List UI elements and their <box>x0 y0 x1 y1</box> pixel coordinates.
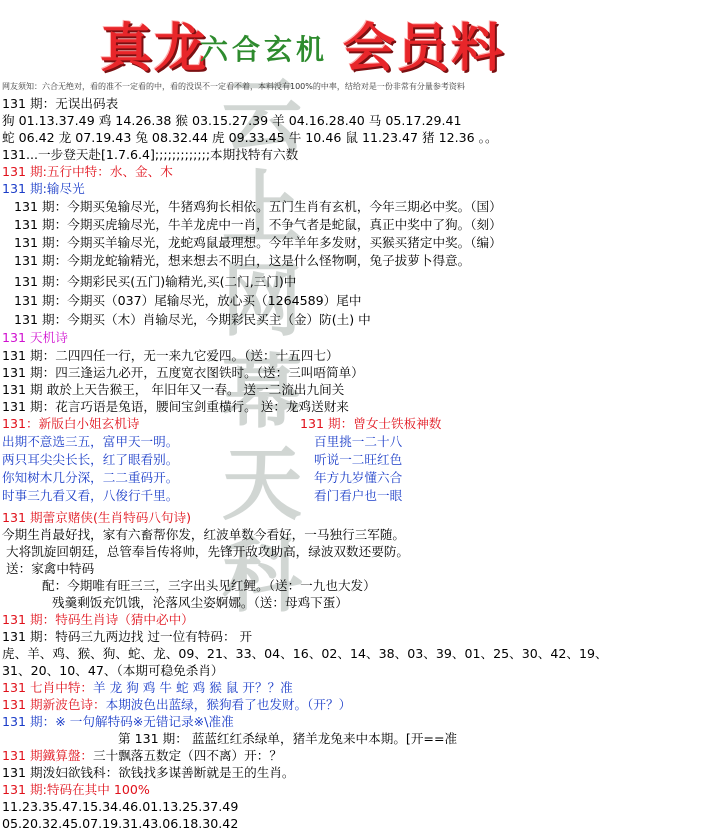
s5-left-line: 出期不意选三五，富甲天一明。 <box>2 434 179 449</box>
s5-right-line: 听说一二旺红色 <box>314 452 403 467</box>
s3-line: 131 期：今期龙蛇输精光，想来想去不明白，这是什么怪物啊，兔子拔萝卜得意。 <box>14 253 471 268</box>
seven-zodiac-line <box>2 679 293 696</box>
s9-line3: 131 期泼妇欲钱科：欲钱找多谋善断就是王的生肖。 <box>2 765 295 780</box>
s3-line: 131 期：今期买（木）肖输尽光，今期彩民买主（金）防(土) 中 <box>14 312 371 327</box>
s5-right-line: 看门看户也一眼 <box>314 488 403 503</box>
title-part-2: 六合玄机 <box>200 33 329 66</box>
wave-color-line <box>2 696 351 713</box>
s3-line: 131 期：今期买兔输尽光，牛猪鸡狗长相依。五门生肖有玄机，今年三期必中奖。（国） <box>14 199 502 214</box>
s6-line: 大将凯旋回朝廷，总管奉旨传将帅，先锋开敌攻助高，绿波双数还要防。 <box>6 544 409 559</box>
s6-line: 今期生肖最好找，家有六畜帮你发，红波单数今看好，一马独行三军随。 <box>2 527 405 542</box>
s5-left-title: 131：新版白小姐玄机诗 <box>2 416 140 431</box>
watermark: 云 上 网 幕 天 科 <box>222 69 302 623</box>
seven-zodiac-text: 羊 龙 狗 鸡 牛 蛇 鸡 猴 鼠 开？？准 <box>93 680 293 695</box>
abacus-label: 131 期鐵算盤： <box>2 748 94 763</box>
s3-line: 131 期：今期买（037）尾输尽光，放心买（1264589）尾中 <box>14 293 362 308</box>
s4-line: 131 期 敢於上天告猴王， 年旧年又一春。 送一二流出九间关 <box>2 382 345 397</box>
s1-row3: 131...一步登天赴[1.7.6.4];;;;;;;;;;;;;本期找特有六数 <box>2 147 299 162</box>
s5-right-line: 百里挑一二十八 <box>314 434 403 449</box>
s5-left-line: 时事三九看又看，八俊行千里。 <box>2 488 179 503</box>
disclaimer: 网友须知：六合无绝对，看的准不一定看的中，看的没误不一定看不着，本料没有100%的中率，结给对是一份非常有分量参考资料 <box>2 82 465 91</box>
s3-line: 131 期：今期买虎输尽光，牛羊龙虎中一肖，不争气者是蛇鼠，真正中奖中了狗。（刻） <box>14 217 502 232</box>
s5-right-line: 年方九岁懂六合 <box>314 470 403 485</box>
s4-line: 131 期：花言巧语是兔语，腰间宝剑重横行。 送：龙鸡送财来 <box>2 399 349 414</box>
s4-line: 131 期：二四四任一行，无一来九它爱四。（送：十五四七） <box>2 348 339 363</box>
s1-row2: 蛇 06.42 龙 07.19.43 兔 08.32.44 虎 09.33.45 牛 10.46 鼠 11.23.47 猪 12.36 。。 <box>2 130 498 145</box>
s1-title: 131 期：无误出码表 <box>2 96 119 111</box>
s9-line1: 第 131 期： 蓝蓝红红杀绿单，猪羊龙兔来中本期。[开==准 <box>118 731 458 746</box>
s5-left-line: 你知树木几分深，二二重码开。 <box>2 470 179 485</box>
title-part-3: 会员料 <box>343 18 506 79</box>
s6-title: 131 期蕾京赌侠(生肖特码八句诗) <box>2 510 191 525</box>
s3-line: 131 期：今期买羊输尽光，龙蛇鸡鼠最理想。今年羊年多发财，买猴买猪定中奖。（编） <box>14 235 502 250</box>
s3-title: 131 期:输尽光 <box>2 181 85 196</box>
five-elements-line <box>2 163 173 180</box>
s10-title: 131 期:特码在其中 100% <box>2 782 150 797</box>
s7-line2: 虎、羊、鸡、猴、狗、蛇、龙、09、21、33、04、16、02、14、38、03、39、01、25、30、42、19、 <box>2 646 608 661</box>
s5-left-line: 两只耳尖尖长长，红了眼看别。 <box>2 452 179 467</box>
s4-title: 131 天机诗 <box>2 330 68 345</box>
s6-pair1: 配：今期唯有旺三三，三字出头见红鲤。（送：一九也大发） <box>42 578 376 593</box>
abacus-text: 三十飘落五数定（四不离）开：？ <box>93 748 282 763</box>
s10-line2: 05.20.32.45.07.19.31.43.06.18.30.42 <box>2 816 239 831</box>
seven-zodiac-label: 131 七肖中特： <box>2 680 94 695</box>
s10-line1: 11.23.35.47.15.34.46.01.13.25.37.49 <box>2 799 239 814</box>
s9-title: 131 期：※ 一句解特码※无错记录※\准准 <box>2 714 234 729</box>
five-elements-label: 131 期: <box>2 164 47 179</box>
s4-line: 131 期：四三逢运九必开，五度宽衣图铁时。（送：三叫唔简单） <box>2 365 364 380</box>
abacus-line <box>2 747 282 764</box>
s5-right-title: 131 期：曾女士铁板神数 <box>300 416 442 431</box>
s7-title: 131 期：特码生肖诗（猜中必中） <box>2 612 194 627</box>
s7-line1: 131 期：特码三九两边找 过一位有特码： 开 <box>2 629 253 644</box>
five-elements-text: 五行中特：水、金、木 <box>46 164 173 179</box>
s6-line: 送：家禽中特码 <box>6 561 95 576</box>
title-part-1: 真龙 <box>100 18 209 79</box>
wave-color-text: 本期波色出蓝绿，猴狗看了也发财。（开？） <box>105 697 352 712</box>
s1-row1: 狗 01.13.37.49 鸡 14.26.38 猴 03.15.27.39 羊 04.16.28.40 马 05.17.29.41 <box>2 113 462 128</box>
s6-pair2: 残羹剩饭充饥饿，沦落风尘姿婀娜。（送：母鸡下蛋） <box>52 595 348 610</box>
wave-color-label: 131 期新波色诗： <box>2 697 106 712</box>
s3-line: 131 期：今期彩民买(五门)输精光,买(二门,三门)中 <box>14 274 297 289</box>
s7-line3: 31、20、10、47、（本期可稳免杀肖） <box>2 663 224 678</box>
header-banner <box>0 0 720 79</box>
